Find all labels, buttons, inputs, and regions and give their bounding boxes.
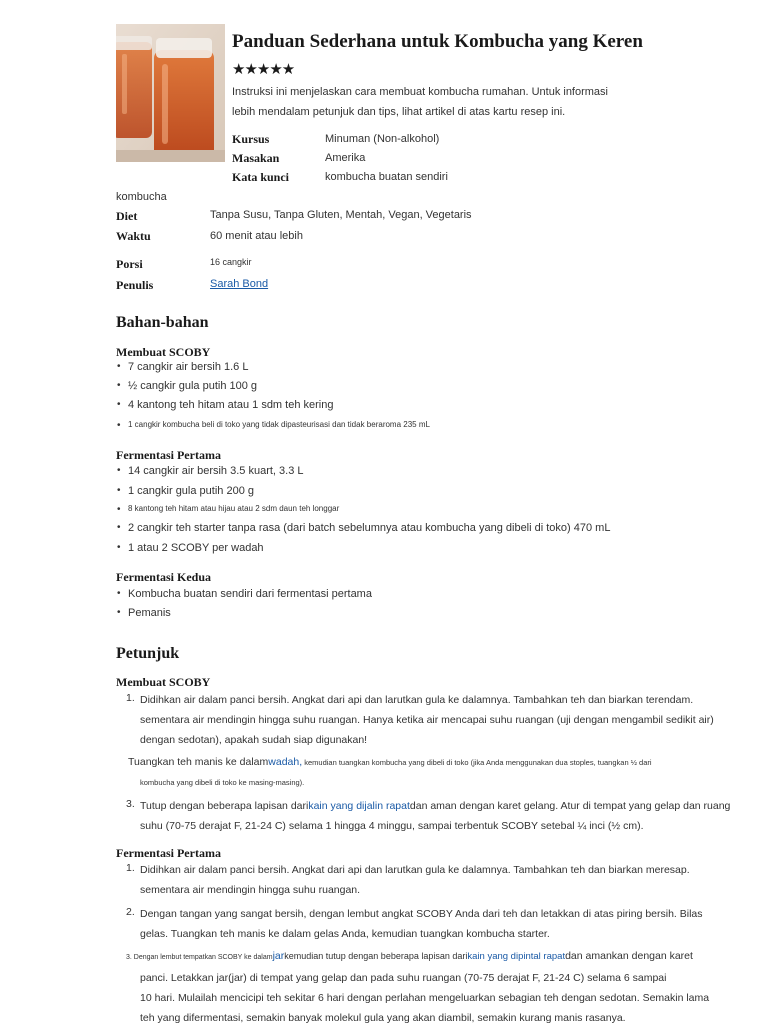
list-item: • Kombucha buatan sendiri dari fermentasi pertama (128, 588, 372, 600)
waktu-label: Waktu (116, 229, 151, 243)
instr-scoby-heading: Membuat SCOBY (116, 675, 211, 689)
text-line: dengan sedotan), apakah sudah siap digunakan! (140, 734, 368, 746)
star-rating[interactable]: ★★★★★ (232, 61, 295, 78)
text-segment: dan amankan dengan karet (565, 950, 693, 962)
list-item: • 2 cangkir teh starter tanpa rasa (dari batch sebelumnya atau kombucha yang dibeli di toko) 470 mL (128, 522, 610, 534)
text-segment: kemudian tuangkan kombucha yang dibeli di toko (jika Anda menggunakan dua stoples, tuangkan ½ dari (302, 758, 652, 767)
text-line: panci. Letakkan jar(jar) di tempat yang gelap dan pada suhu ruangan (70-75 derajat F, 21-24 C) selama 6 sampai (140, 972, 667, 984)
list-item: • Pemanis (128, 607, 171, 619)
list-item: • 14 cangkir air bersih 3.5 kuart, 3.3 L (128, 465, 303, 477)
instr-first-step3 (126, 946, 709, 1028)
recipe-title: Panduan Sederhana untuk Kombucha yang Keren (232, 31, 643, 52)
text-line: Dengan tangan yang sangat bersih, dengan lembut angkat SCOBY Anda dari teh dan letakkan di atas piring bersih. Bilas (140, 908, 703, 920)
kombucha-jars-image (116, 24, 225, 162)
ingredients-heading: Bahan-bahan (116, 314, 209, 331)
author-link[interactable]: Sarah Bond (210, 278, 269, 290)
step-number: 1. (126, 862, 135, 874)
step-number: 1. (126, 692, 135, 704)
text-line: sementara air mendingin hingga suhu ruangan. Hanya ketika air mencapai suhu ruangan (uji dengan mengambil sedikit air) (140, 714, 714, 726)
list-item: • 4 kantong teh hitam atau 1 sdm teh kering (128, 399, 333, 411)
text-line: 10 hari. Mulailah mencicipi teh sekitar 6 hari dengan perlahan mengeluarkan sebagian teh dengan sedotan. Semakin lama (140, 992, 710, 1004)
jar-link[interactable]: jar (272, 950, 285, 962)
step-number: 3. (126, 798, 135, 810)
cloth-link[interactable]: kain yang dijalin rapat (308, 800, 410, 812)
step-number: 2. (126, 906, 135, 918)
instructions-heading: Petunjuk (116, 645, 180, 662)
masakan-value: Amerika (325, 152, 366, 164)
kata-kunci-continuation: kombucha (116, 191, 167, 203)
list-item: • 1 atau 2 SCOBY per wadah (128, 542, 264, 554)
kursus-label: Kursus (232, 132, 270, 146)
text-line: kombucha yang dibeli di toko ke masing-masing). (140, 778, 305, 787)
text-line: Didihkan air dalam panci bersih. Angkat dari api dan larutkan gula ke dalamnya. Tambahkan teh dan biarkan terendam. (140, 694, 694, 706)
text-segment: 3. Dengan lembut tempatkan SCOBY ke dalam (126, 954, 273, 961)
instr-scoby-step3 (140, 796, 730, 836)
list-item: • 1 cangkir kombucha beli di toko yang tidak dipasteurisasi dan tidak beraroma 235 mL (128, 420, 430, 429)
list-item: • ½ cangkir gula putih 100 g (128, 380, 257, 392)
porsi-label: Porsi (116, 257, 143, 271)
list-item: • 7 cangkir air bersih 1.6 L (128, 361, 248, 373)
text-line: gelas. Tuangkan teh manis ke dalam gelas Anda, kemudian tuangkan kombucha starter. (140, 928, 550, 940)
instr-first-step2 (140, 904, 703, 944)
recipe-photo (116, 24, 225, 162)
masakan-label: Masakan (232, 151, 280, 165)
wadah-link[interactable]: wadah, (268, 756, 303, 768)
instr-first-heading: Fermentasi Pertama (116, 846, 221, 860)
penulis-label: Penulis (116, 278, 154, 292)
text-line: suhu (70-75 derajat F, 21-24 C) selama 1 hingga 4 minggu, sampai terbentuk SCOBY setebal ¼ inci (½ cm). (140, 820, 644, 832)
text-segment: Tuangkan teh manis ke dalam (128, 756, 269, 768)
diet-label: Diet (116, 209, 138, 223)
text-segment: Tutup dengan beberapa lapisan dari (140, 800, 309, 812)
kata-kunci-label: Kata kunci (232, 170, 290, 184)
kursus-value: Minuman (Non-alkohol) (325, 133, 440, 145)
ing-scoby-heading: Membuat SCOBY (116, 345, 211, 359)
list-item: • 1 cangkir gula putih 200 g (128, 485, 254, 497)
spun-cloth-link[interactable]: kain yang dipintal rapat (467, 951, 566, 962)
ing-second-heading: Fermentasi Kedua (116, 570, 211, 584)
text-line: sementara air mendingin hingga suhu ruangan. (140, 884, 361, 896)
diet-value: Tanpa Susu, Tanpa Gluten, Mentah, Vegan, Vegetaris (210, 209, 472, 221)
instr-scoby-step1 (140, 690, 714, 750)
kata-kunci-value: kombucha buatan sendiri (325, 171, 448, 183)
list-item: • 8 kantong teh hitam atau hijau atau 2 sdm daun teh longgar (128, 504, 339, 513)
porsi-value: 16 cangkir (210, 257, 252, 267)
text-line: teh yang difermentasi, semakin banyak molekul gula yang akan diambil, semakin kurang manis rasanya. (140, 1012, 626, 1024)
recipe-summary: Instruksi ini menjelaskan cara membuat kombucha rumahan. Untuk informasi lebih mendalam petunjuk dan tips, lihat artikel di atas kartu resep ini. (232, 86, 608, 118)
waktu-value: 60 menit atau lebih (210, 230, 303, 242)
text-segment: dan aman dengan karet gelang. Atur di tempat yang gelap dan ruang (409, 800, 731, 812)
text-line (140, 796, 730, 816)
text-segment: kemudian tutup dengan beberapa lapisan dari (284, 951, 468, 961)
instr-first-step1 (140, 860, 690, 900)
ing-first-heading: Fermentasi Pertama (116, 448, 221, 462)
instr-scoby-step2 (128, 752, 652, 793)
text-line (128, 752, 652, 773)
text-line (126, 946, 709, 968)
text-line: Didihkan air dalam panci bersih. Angkat dari api dan larutkan gula ke dalamnya. Tambahkan teh dan biarkan meresap. (140, 864, 690, 876)
